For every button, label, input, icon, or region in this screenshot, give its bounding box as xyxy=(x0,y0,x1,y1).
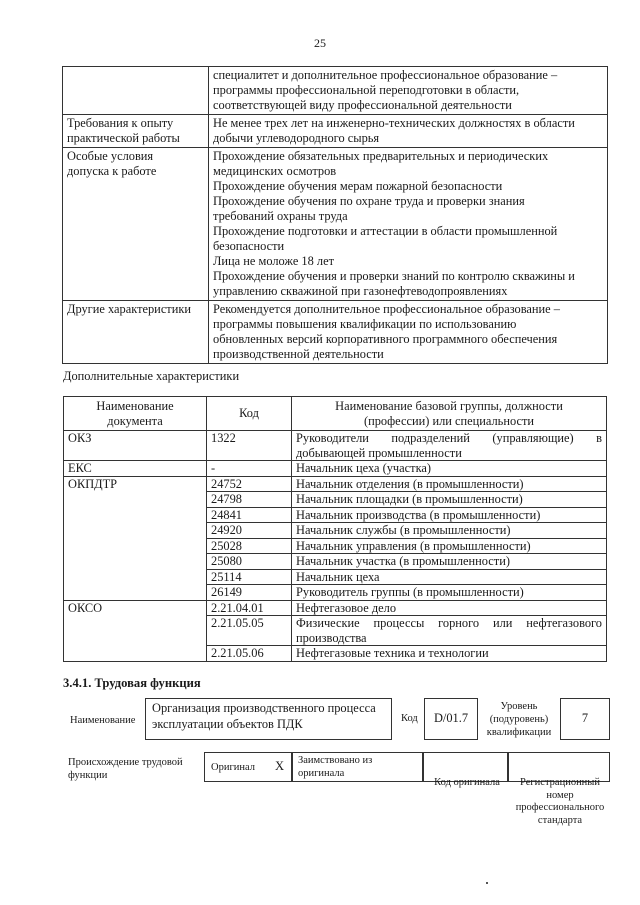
borrowed-cell: Заимствовано из оригинала xyxy=(291,752,424,782)
group-name-cell: Начальник службы (в промышленности) xyxy=(292,523,607,539)
row-label: Особые условия допуска к работе xyxy=(63,148,209,301)
table-header-row xyxy=(64,397,607,431)
table-row xyxy=(64,600,607,616)
code-cell: 26149 xyxy=(207,585,292,601)
original-cell xyxy=(204,752,293,782)
header-document-name: Наименование документа xyxy=(64,397,207,431)
code-value: D/01.7 xyxy=(433,711,469,725)
row-value: Не менее трех лет на инженерно-технических должностях в области добычи углеводородного сырья xyxy=(209,115,608,148)
table-row xyxy=(63,148,608,301)
code-cell: 24920 xyxy=(207,523,292,539)
code-cell: 2.21.04.01 xyxy=(207,600,292,616)
header-group-name: Наименование базовой группы, должности (профессии) или специальности xyxy=(292,397,607,431)
origin-label: Происхождение трудовой функции xyxy=(68,757,183,781)
group-name-cell: Руководители подразделений (управляющие) в добывающей промышленности xyxy=(292,431,607,461)
code-box xyxy=(424,698,478,740)
document-cell: ЕКС xyxy=(64,461,207,477)
document-cell: ОКЗ xyxy=(64,431,207,461)
function-name-line: Организация производственного процесса xyxy=(152,701,376,715)
level-value: 7 xyxy=(581,711,589,725)
code-original-label: Код оригинала xyxy=(434,777,500,788)
row-label xyxy=(63,67,209,115)
group-name-cell: Начальник цеха (участка) xyxy=(292,461,607,477)
group-name-cell: Начальник участка (в промышленности) xyxy=(292,554,607,570)
original-label: Оригинал xyxy=(211,762,255,773)
group-name-cell: Начальник отделения (в промышленности) xyxy=(292,476,607,492)
document-cell: ОКСО xyxy=(64,600,207,661)
page-number: 25 xyxy=(314,36,326,50)
code-cell: 25028 xyxy=(207,538,292,554)
table-row xyxy=(64,461,607,477)
group-name-cell: Начальник управления (в промышленности) xyxy=(292,538,607,554)
row-value: Прохождение обязательных предварительных и периодических медицинских осмотров Прохождение обучения мерам пожарной безопасности Прохождение обучения по охране труда и проверки знания требований охраны труда Прохождение подготовки и аттестации в области промышленной безопасности Лица не моложе 18 лет Прохождение обучения и проверки знаний по контролю скважины и управлению скважиной при газонефтеводопроявлениях xyxy=(209,148,608,301)
group-name-cell: Нефтегазовое дело xyxy=(292,600,607,616)
requirements-table xyxy=(62,66,608,364)
row-value: Рекомендуется дополнительное профессиональное образование – программы повышения квалификации по использованию обновленных версий корпоративного программного обеспечения производственной деятельности xyxy=(209,301,608,364)
code-cell: 25114 xyxy=(207,569,292,585)
additional-characteristics-table xyxy=(63,396,607,662)
code-cell: 24752 xyxy=(207,476,292,492)
original-mark: X xyxy=(275,759,285,773)
group-name-cell: Начальник цеха xyxy=(292,569,607,585)
code-cell: 24798 xyxy=(207,492,292,508)
row-label: Требования к опыту практической работы xyxy=(63,115,209,148)
group-name-cell: Физические процессы горного или нефтегазового производства xyxy=(292,616,607,646)
table-row xyxy=(64,476,607,492)
group-name-cell: Начальник площадки (в промышленности) xyxy=(292,492,607,508)
table-row xyxy=(64,431,607,461)
code-cell: 1322 xyxy=(207,431,292,461)
row-value: специалитет и дополнительное профессиональное образование – программы профессиональной переподготовки в области, соответствующей виду профессиональной деятельности xyxy=(209,67,608,115)
code-cell: 2.21.05.05 xyxy=(207,616,292,646)
code-cell: - xyxy=(207,461,292,477)
group-name-cell: Нефтегазовые техника и технологии xyxy=(292,646,607,662)
code-cell: 25080 xyxy=(207,554,292,570)
table-row xyxy=(63,115,608,148)
row-label: Другие характеристики xyxy=(63,301,209,364)
scan-dot xyxy=(486,882,488,884)
table-row xyxy=(63,301,608,364)
section-title: 3.4.1. Трудовая функция xyxy=(63,676,201,690)
additional-characteristics-title: Дополнительные характеристики xyxy=(63,369,240,383)
header-code: Код xyxy=(207,397,292,431)
document-cell: ОКПДТР xyxy=(64,476,207,600)
function-name-box xyxy=(145,698,392,740)
table-row xyxy=(63,67,608,115)
code-label: Код xyxy=(401,713,418,724)
function-name-line: эксплуатации объектов ПДК xyxy=(152,717,303,731)
level-box xyxy=(560,698,610,740)
group-name-cell: Руководитель группы (в промышленности) xyxy=(292,585,607,601)
group-name-cell: Начальник производства (в промышленности) xyxy=(292,507,607,523)
code-cell: 2.21.05.06 xyxy=(207,646,292,662)
reg-number-label: Регистрационный номер профессионального стандарта xyxy=(515,777,605,826)
code-cell: 24841 xyxy=(207,507,292,523)
name-label: Наименование xyxy=(70,715,136,726)
level-label: Уровень (подуровень) квалификации xyxy=(486,701,552,738)
